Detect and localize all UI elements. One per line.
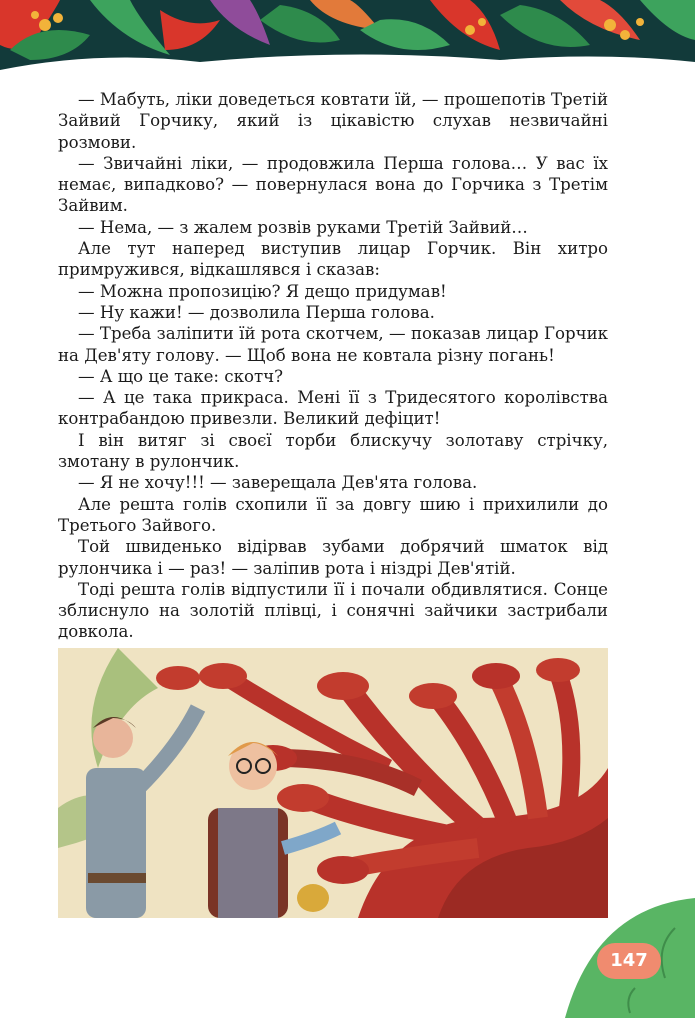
paragraph: Той швиденько відірвав зубами добрячий шматок від рулончика і — раз! — заліпив рота і ніздрі Дев'ятій. [58,537,608,578]
paragraph: Але тут наперед виступив лицар Горчик. Він хитро примружився, відкашлявся і сказав: [58,239,608,280]
paragraph: — Ну кажи! — дозволила Перша голова. [78,302,435,322]
floral-header-banner [0,0,695,70]
page-number-badge: 147 [597,943,661,979]
paragraph: — Звичайні ліки, — продовжила Перша голова… У вас їх немає, випадково? — повернулася вона до Горчика з Третім Зайвим. [58,153,608,216]
paragraph: І він витяг зі своєї торби блискучу золотаву стрічку, змотану в рулончик. [58,430,608,472]
paragraph: — А що це таке: скотч? [78,366,283,386]
story-text [58,89,608,643]
paragraph: — Мабуть, ліки доведеться ковтати їй, — прошепотів Третій Зайвий Горчику, який із цікавістю слухав незвичайні розмови. [58,90,608,152]
paragraph: — Треба заліпити їй рота скотчем, — показав лицар Горчик на Дев'яту голову. — Щоб вона не ковтала різну погань! [58,324,608,365]
paragraph: — Можна пропозицію? Я дещо придумав! [78,281,447,301]
story-illustration [58,648,608,918]
paragraph: — А це така прикраса. Мені її з Тридесятого королівства контрабандою привезли. Великий дефіцит! [58,388,608,429]
paragraph: — Я не хочу!!! — заверещала Дев'ята голова. [78,473,478,493]
paragraph: Але решта голів схопили її за довгу шию і прихилили до Третього Зайвого. [58,494,608,535]
floral-banner-art [0,0,695,70]
paragraph: Тоді решта голів відпустили її і почали обдивлятися. Сонце зблиснуло на золотій плівці, і сонячні зайчики застрибали довкола. [58,579,608,642]
dragon-illustration-art [58,648,608,918]
paragraph: — Нема, — з жалем розвів руками Третій Зайвий… [78,217,528,237]
